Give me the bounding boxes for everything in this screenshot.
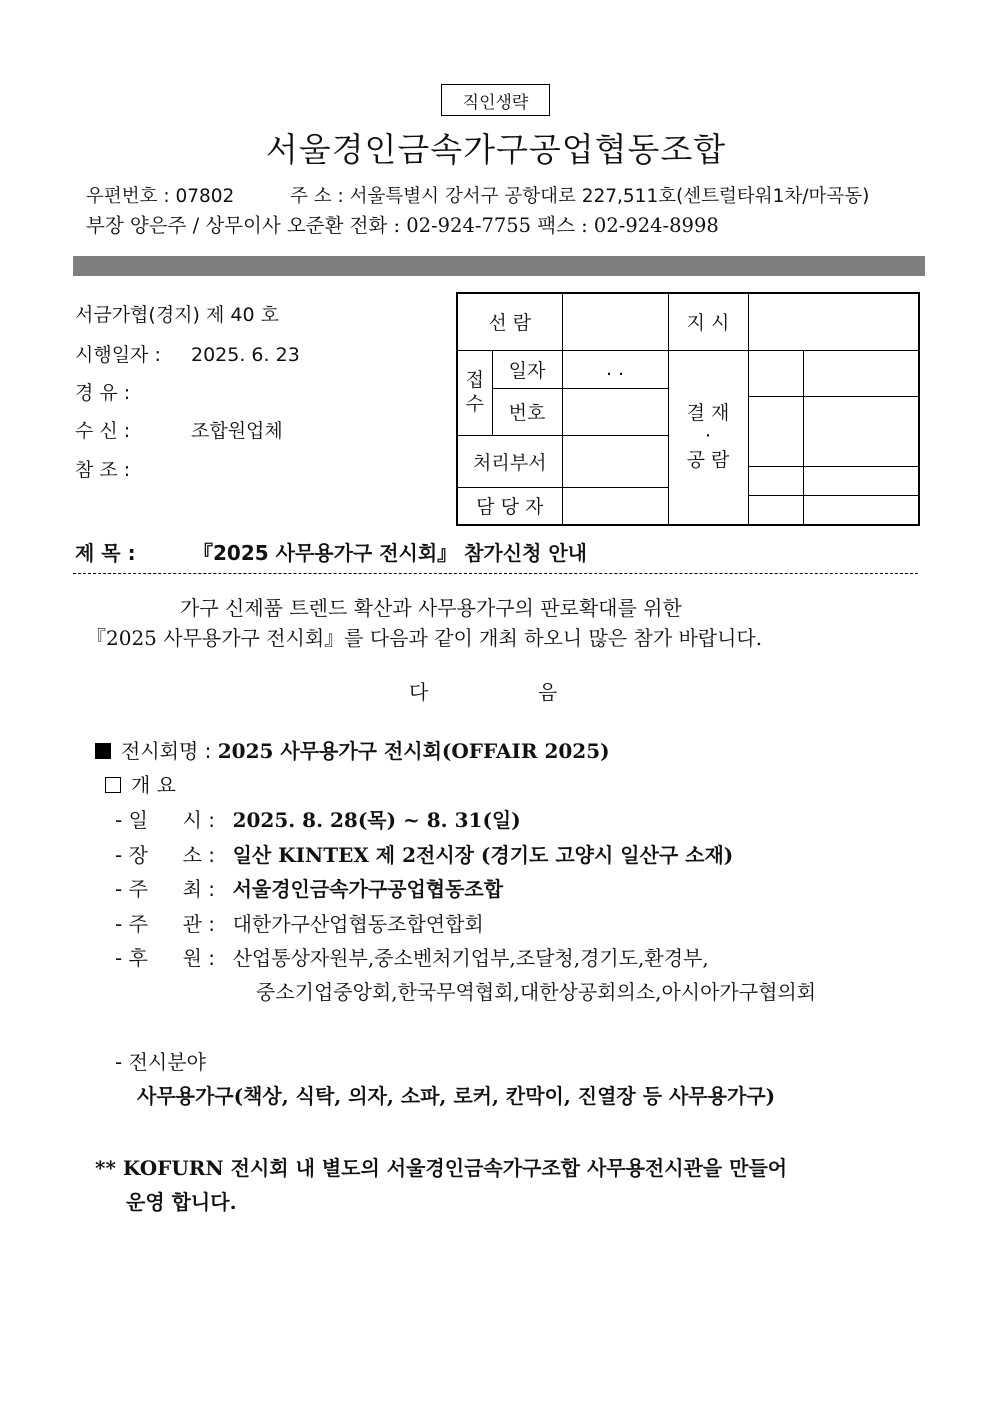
via-label: 경 유 : xyxy=(75,382,131,404)
beonho-cell: 번호 xyxy=(492,388,562,435)
detail-row-label: 주 xyxy=(128,877,148,901)
detail-row-label: 일 xyxy=(128,808,148,832)
jeopsu-cell xyxy=(457,350,492,435)
postal-code: 우편번호 : 07802 xyxy=(86,186,235,207)
gongram-text: 공 람 xyxy=(686,449,730,472)
detail-row-value: 서울경인금속가구공업협동조합 xyxy=(232,877,504,901)
detail-row-label2: 최 : xyxy=(182,877,215,901)
detail-row-value: 대한가구산업협동조합연합회 xyxy=(232,912,484,936)
subject-label: 제 목 : xyxy=(75,541,136,565)
enforcement-date xyxy=(75,340,300,367)
approval-slot-2a xyxy=(748,396,803,467)
note-line-2: 운영 합니다. xyxy=(126,1190,237,1214)
exhibit-field-label: - 전시분야 xyxy=(115,1050,206,1074)
seonram-value-cell xyxy=(562,293,668,350)
detail-row-label2: 시 : xyxy=(182,808,215,832)
detail-row-value: 산업통상자원부,중소벤처기업부,조달청,경기도,환경부, xyxy=(232,946,709,970)
detail-row-label: 후 xyxy=(128,946,148,970)
body-line-2: 『2025 사무용가구 전시회』를 다음과 같이 개최 하오니 많은 참가 바랍니다. xyxy=(86,626,763,650)
recipient-label: 수 신 : xyxy=(75,420,131,442)
eum-heading: 음 xyxy=(538,680,558,704)
reference-field xyxy=(75,455,191,482)
recipient-field xyxy=(75,416,283,443)
enforcement-date-label: 시행일자 : xyxy=(75,344,161,366)
detail-row-schedule: - 일 시 : 2025. 8. 28(목) ~ 8. 31(일) xyxy=(115,804,521,833)
cheoribuseo-cell: 처리부서 xyxy=(457,435,562,487)
jeopsu-char-2: 수 xyxy=(465,392,484,415)
middle-dot: · xyxy=(704,425,712,448)
gyeoljae-gongram-cell xyxy=(668,350,748,525)
approval-slot-2b xyxy=(803,396,919,467)
overview-heading xyxy=(105,769,176,798)
reference-label: 참 조 : xyxy=(75,459,131,481)
exhibit-field-value: 사무용가구(책상, 식탁, 의자, 소파, 로커, 칸막이, 진열장 등 사무용가구) xyxy=(137,1084,776,1108)
stamp-omitted-text: 직인생략 xyxy=(462,92,529,113)
header-divider-bar xyxy=(73,256,925,276)
approval-slot-3b xyxy=(803,467,919,496)
detail-row-label2: 원 : xyxy=(182,946,215,970)
sponsor-continuation: 중소기업중앙회,한국무역협회,대한상공회의소,아시아가구협의회 xyxy=(256,980,817,1004)
approval-table xyxy=(456,292,920,526)
detail-row-value: 일산 KINTEX 제 2전시장 (경기도 고양시 일산구 소재) xyxy=(232,843,734,867)
address: 주 소 : 서울특별시 강서구 공항대로 227,511호(센트럴타워1차/마곡동) xyxy=(290,186,870,207)
approval-slot-3a xyxy=(748,467,803,496)
exhibition-name xyxy=(95,735,610,764)
exhibition-name-label: 전시회명 : xyxy=(121,739,212,763)
detail-row-label: 장 xyxy=(128,843,148,867)
detail-row-label2: 소 : xyxy=(182,843,215,867)
filled-square-icon xyxy=(95,743,111,759)
beonho-value-cell xyxy=(562,388,668,435)
body-line-1: 가구 신제품 트렌드 확산과 사무용가구의 판로확대를 위한 xyxy=(180,596,682,620)
ilja-cell: 일자 xyxy=(492,350,562,388)
approval-slot-1b xyxy=(803,350,919,396)
contact-info: 부장 양은주 / 상무이사 오준환 전화 : 02-924-7755 팩스 : 02-924-8998 xyxy=(86,214,719,237)
jisi-value-cell xyxy=(748,293,919,350)
enforcement-date-value: 2025. 6. 23 xyxy=(191,344,300,366)
jeopsu-char-1: 접 xyxy=(465,368,484,391)
note-line-1: ** KOFURN 전시회 내 별도의 서울경인금속가구조합 사무용전시관을 만들어 xyxy=(95,1156,788,1180)
detail-row-organizer: - 주 관 : 대한가구산업협동조합연합회 xyxy=(115,908,484,937)
cheoribuseo-value-cell xyxy=(562,435,668,487)
approval-slot-4a xyxy=(748,495,803,525)
overview-label: 개 요 xyxy=(131,773,176,797)
recipient-value: 조합원업체 xyxy=(191,420,283,442)
doc-number: 서금가협(경지) 제 40 호 xyxy=(75,304,279,326)
detail-row-sponsor: - 후 원 : 산업통상자원부,중소벤처기업부,조달청,경기도,환경부, xyxy=(115,942,709,971)
stamp-omitted-box xyxy=(441,84,550,116)
subject-line xyxy=(75,537,587,566)
exhibition-name-value: 2025 사무용가구 전시회(OFFAIR 2025) xyxy=(217,739,610,763)
subject-text: 『2025 사무용가구 전시회』 참가신청 안내 xyxy=(193,541,587,565)
detail-row-value: 2025. 8. 28(목) ~ 8. 31(일) xyxy=(232,808,521,832)
gyeoljae-text: 결 재 xyxy=(686,401,730,424)
via-field xyxy=(75,378,191,405)
detail-row-venue: - 장 소 : 일산 KINTEX 제 2전시장 (경기도 고양시 일산구 소재) xyxy=(115,839,733,868)
damdangja-cell: 담 당 자 xyxy=(457,487,562,525)
jisi-cell: 지 시 xyxy=(668,293,748,350)
approval-slot-4b xyxy=(803,495,919,525)
ilja-value-cell: . . xyxy=(562,350,668,388)
hollow-square-icon xyxy=(105,777,121,793)
organization-title: 서울경인금속가구공업협동조합 xyxy=(265,130,727,169)
detail-row-label: 주 xyxy=(128,912,148,936)
approval-slot-1a xyxy=(748,350,803,396)
detail-row-label2: 관 : xyxy=(182,912,215,936)
damdangja-value-cell xyxy=(562,487,668,525)
detail-row-host: - 주 최 : 서울경인금속가구공업협동조합 xyxy=(115,873,503,902)
dashed-divider xyxy=(73,573,918,574)
seonram-cell: 선 람 xyxy=(457,293,562,350)
da-heading: 다 xyxy=(409,680,429,704)
